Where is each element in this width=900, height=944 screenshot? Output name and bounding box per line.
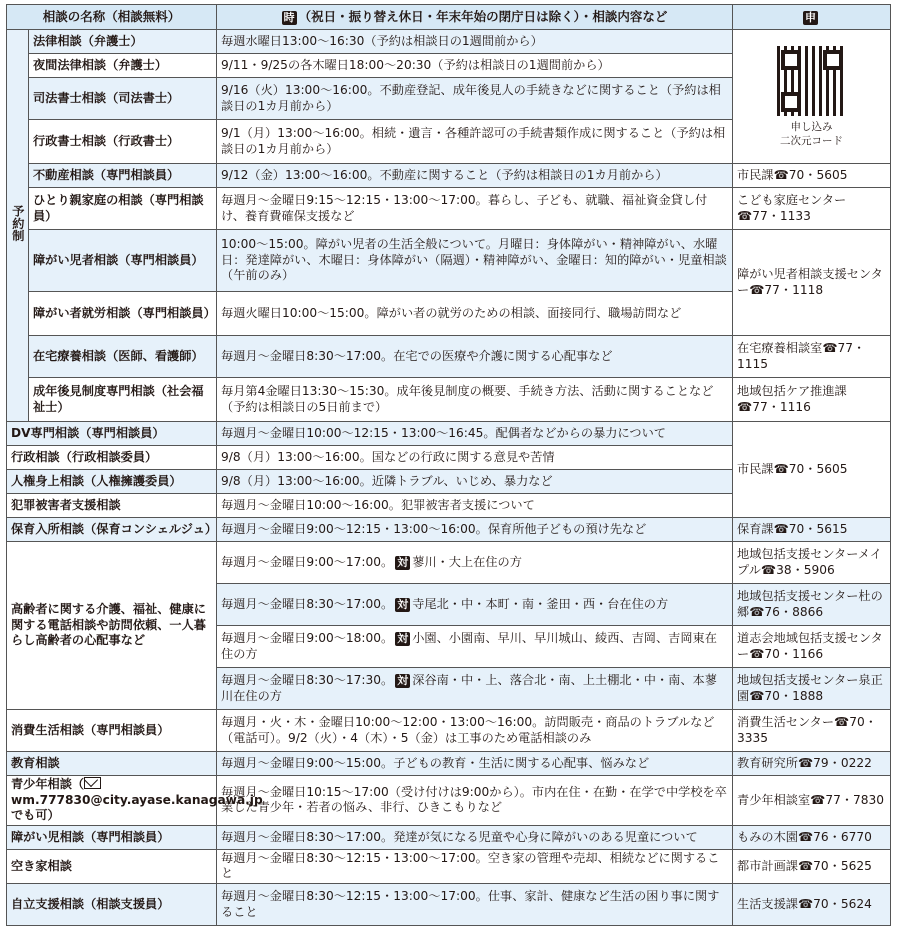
qr-caption: 申し込み 二次元コード	[780, 121, 844, 147]
row-name: 不動産相談（専門相談員）	[29, 164, 217, 188]
row-contact: 青少年相談室☎77・7830	[733, 776, 891, 826]
email-link[interactable]: wm.777830@city.ayase.kanagawa.jpでも可）	[11, 792, 263, 823]
table-header-row	[7, 5, 891, 30]
mail-icon	[84, 777, 101, 789]
row-name: 成年後見制度専門相談（社会福祉士）	[29, 378, 217, 422]
row-detail: 9/1（月）13:00～16:00。相続・遺言・各種許認可の手続書類作成に関すること（予約は相談日の1カ月前から）	[217, 120, 733, 164]
row-detail: 毎週月～金曜日10:15～17:00（受け付けは9:00から）。市内在住・在勤・在学で中学校を卒業した青少年・若者の悩み、非行、ひきこもりなど	[217, 776, 733, 826]
row-detail: 毎月第4金曜日13:30～15:30。成年後見制度の概要、手続き方法、活動に関することなど（予約は相談日の5日前まで）	[217, 378, 733, 422]
row-name: 行政書士相談（行政書士）	[29, 120, 217, 164]
row-contact: 保育課☎70・5615	[733, 518, 891, 542]
table-row	[7, 336, 891, 378]
table-row	[7, 378, 891, 422]
row-detail: 毎週火曜日10:00～15:00。障がい者の就労のための相談、面接同行、職場訪問など	[217, 292, 733, 336]
row-name: ひとり親家庭の相談（専門相談員）	[29, 188, 217, 230]
target-icon: 対	[397, 631, 409, 645]
row-name: DV専門相談（専門相談員）	[7, 422, 217, 446]
row-detail: 毎週月～金曜日8:30～17:00。発達が気になる児童や心身に障がいのある児童について	[217, 825, 733, 849]
qr-code-icon[interactable]	[776, 45, 848, 117]
row-contact: 市民課☎70・5605	[733, 422, 891, 518]
row-detail: 毎週月～金曜日9:00～15:00。子どもの教育・生活に関する心配事、悩みなど	[217, 752, 733, 776]
header-detail: 時 （祝日・振り替え休日・年末年始の閉庁日は除く）・相談内容など	[217, 5, 733, 30]
row-detail: 9/8（月）13:00～16:00。国などの行政に関する意見や苦情	[217, 446, 733, 470]
target-icon: 対	[397, 673, 409, 687]
row-detail: 毎週月～金曜日10:00～12:15・13:00～16:45。配偶者などからの暴力について	[217, 422, 733, 446]
row-contact: 市民課☎70・5605	[733, 164, 891, 188]
table-row	[7, 884, 891, 926]
row-detail: 9/16（火）13:00～16:00。不動産登記、成年後見人の手続きなどに関すること（予約は相談日の1カ月前から）	[217, 78, 733, 120]
table-row	[7, 230, 891, 292]
row-contact: 生活支援課☎70・5624	[733, 884, 891, 926]
time-icon: 時	[283, 10, 295, 24]
row-detail: 毎週月～金曜日8:30～17:00。 対 寺尾北・中・本町・南・釜田・西・台在住の方	[217, 584, 733, 626]
row-name-elderly: 高齢者に関する介護、福祉、健康に関する電話相談や訪問依頼、一人暮らし高齢者の心配事など	[7, 542, 217, 710]
row-name: 司法書士相談（司法書士）	[29, 78, 217, 120]
row-contact: もみの木園☎76・6770	[733, 825, 891, 849]
row-name: 保育入所相談（保育コンシェルジュ）	[7, 518, 217, 542]
row-name: 人権身上相談（人権擁護委員）	[7, 470, 217, 494]
table-row	[7, 164, 891, 188]
row-name: 障がい児者相談（専門相談員）	[29, 230, 217, 292]
qr-cell	[733, 30, 891, 164]
row-detail: 毎週月～金曜日8:30～12:15・13:00～17:00。仕事、家計、健康など生活の困り事に関すること	[217, 884, 733, 926]
row-detail: 毎週月～金曜日9:00～17:00。 対 蓼川・大上在住の方	[217, 542, 733, 584]
row-detail: 10:00～15:00。障がい児者の生活全般について。月曜日：身体障がい・精神障がい、水曜日：発達障がい、木曜日：身体障がい（隔週）・精神障がい、金曜日：知的障がい・児童相談（午前のみ）	[217, 230, 733, 292]
row-name: 自立支援相談（相談支援員）	[7, 884, 217, 926]
row-contact: 障がい児者相談支援センター☎77・1118	[733, 230, 891, 336]
row-name: 法律相談（弁護士）	[29, 30, 217, 54]
table-row	[7, 542, 891, 584]
consultation-table	[6, 4, 891, 926]
row-contact: 都市計画課☎70・5625	[733, 849, 891, 883]
row-contact: 地域包括支援センターメイプル☎38・5906	[733, 542, 891, 584]
row-detail: 毎週月～金曜日8:30～12:15・13:00～17:00。空き家の管理や売却、相続などに関すること	[217, 849, 733, 883]
row-detail: 毎週月・火・木・金曜日10:00～12:00・13:00～16:00。訪問販売・商品のトラブルなど（電話可）。9/2（火）・4（木）・5（金）は工事のため電話相談のみ	[217, 710, 733, 752]
row-contact: 地域包括支援センター杜の郷☎76・8866	[733, 584, 891, 626]
table-row	[7, 188, 891, 230]
table-row	[7, 422, 891, 446]
table-row	[7, 752, 891, 776]
section-label-reservation: 予約制	[7, 30, 29, 422]
row-detail: 毎週月～金曜日8:30～17:30。 対 深谷南・中・上、落合北・南、上土棚北・中・南、本蓼川在住の方	[217, 668, 733, 710]
table-row	[7, 710, 891, 752]
row-detail: 毎週月～金曜日10:00～16:00。犯罪被害者支援について	[217, 494, 733, 518]
target-icon: 対	[397, 597, 409, 611]
table-row	[7, 776, 891, 826]
row-detail: 9/12（金）13:00～16:00。不動産に関すること（予約は相談日の1カ月前から）	[217, 164, 733, 188]
header-name: 相談の名称（相談無料）	[7, 5, 217, 30]
apply-icon: 申	[805, 10, 817, 24]
row-name: 消費生活相談（専門相談員）	[7, 710, 217, 752]
row-name: 在宅療養相談（医師、看護師）	[29, 336, 217, 378]
row-detail: 9/8（月）13:00～16:00。近隣トラブル、いじめ、暴力など	[217, 470, 733, 494]
row-name: 教育相談	[7, 752, 217, 776]
row-contact: 地域包括ケア推進課☎77・1116	[733, 378, 891, 422]
row-contact: 教育研究所☎79・0222	[733, 752, 891, 776]
row-contact: 消費生活センター☎70・3335	[733, 710, 891, 752]
row-contact: 道志会地域包括支援センター☎70・1166	[733, 626, 891, 668]
row-detail: 毎週月～金曜日9:00～12:15・13:00～16:00。保育所他子どもの預け先など	[217, 518, 733, 542]
table-row	[7, 849, 891, 883]
row-contact: 在宅療養相談室☎77・1115	[733, 336, 891, 378]
row-name: 青少年相談（wm.777830@city.ayase.kanagawa.jpでも可）	[7, 776, 217, 826]
row-detail: 毎週水曜日13:00～16:30（予約は相談日の1週間前から）	[217, 30, 733, 54]
row-name: 障がい児相談（専門相談員）	[7, 825, 217, 849]
table-row	[7, 825, 891, 849]
row-detail: 9/11・9/25の各木曜日18:00～20:30（予約は相談日の1週間前から）	[217, 54, 733, 78]
row-detail: 毎週月～金曜日9:15～12:15・13:00～17:00。暮らし、子ども、就職、福祉資金貸し付け、養育費確保支援など	[217, 188, 733, 230]
header-apply	[733, 5, 891, 30]
row-contact: 地域包括支援センター泉正園☎70・1888	[733, 668, 891, 710]
row-name: 犯罪被害者支援相談	[7, 494, 217, 518]
row-name: 行政相談（行政相談委員）	[7, 446, 217, 470]
row-detail: 毎週月～金曜日8:30～17:00。在宅での医療や介護に関する心配事など	[217, 336, 733, 378]
row-contact: こども家庭センター☎77・1133	[733, 188, 891, 230]
table-row	[7, 30, 891, 54]
row-name: 障がい者就労相談（専門相談員）	[29, 292, 217, 336]
table-row	[7, 518, 891, 542]
target-icon: 対	[397, 555, 409, 569]
row-detail: 毎週月～金曜日9:00～18:00。 対 小園、小園南、早川、早川城山、綾西、吉岡、吉岡東在住の方	[217, 626, 733, 668]
row-name: 空き家相談	[7, 849, 217, 883]
row-name: 夜間法律相談（弁護士）	[29, 54, 217, 78]
